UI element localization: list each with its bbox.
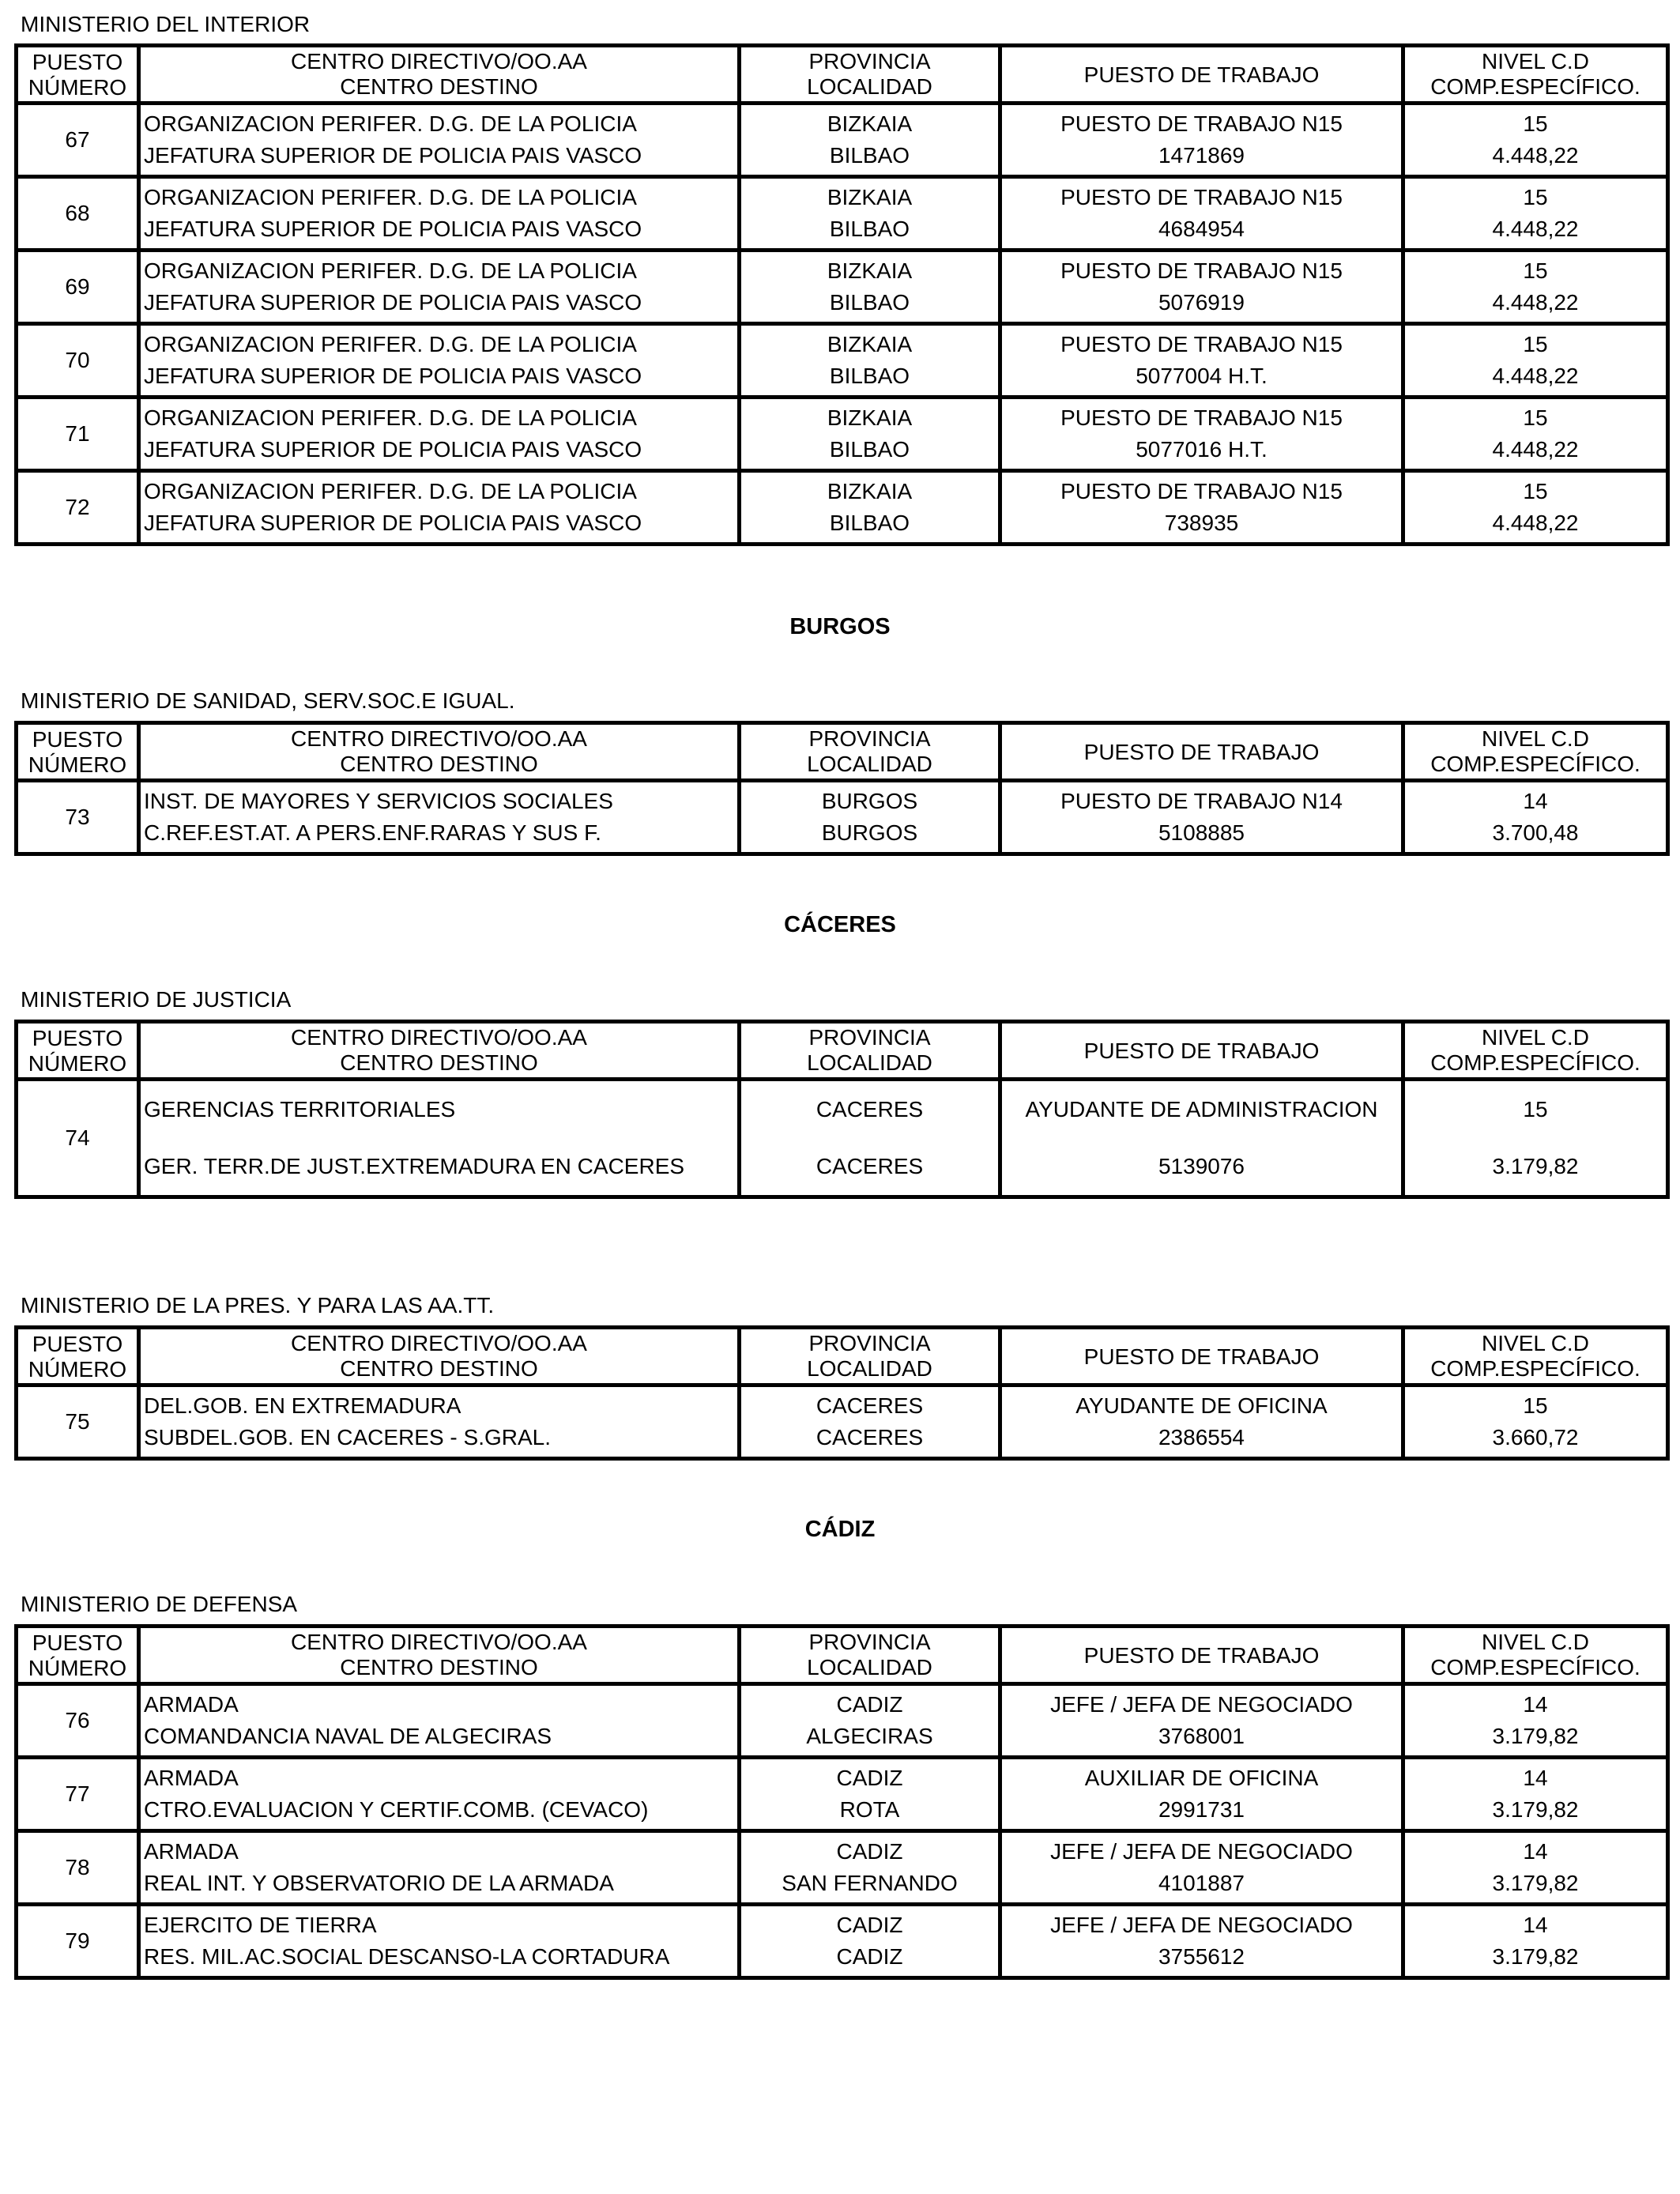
table-row	[17, 213, 1668, 251]
comp-especifico: 4.448,22	[1403, 507, 1668, 545]
header-destino: CENTRO DESTINO	[139, 1356, 740, 1385]
header-localidad: LOCALIDAD	[740, 1050, 1000, 1080]
header-provincia: PROVINCIA	[740, 1627, 1000, 1656]
table-row	[17, 1422, 1668, 1459]
puesto-codigo: 5139076	[1000, 1138, 1403, 1197]
comp-especifico: 4.448,22	[1403, 140, 1668, 177]
nivel-cd: 15	[1403, 1080, 1668, 1139]
header-puesto: PUESTO DE TRABAJO	[1000, 1022, 1403, 1080]
puesto-trabajo: PUESTO DE TRABAJO N15	[1000, 104, 1403, 141]
localidad: BILBAO	[740, 140, 1000, 177]
centro-destino: CTRO.EVALUACION Y CERTIF.COMB. (CEVACO)	[139, 1794, 740, 1831]
puesto-number: 71	[17, 398, 139, 471]
nivel-cd: 14	[1403, 1905, 1668, 1942]
header-centro: CENTRO DIRECTIVO/OO.AA	[139, 1022, 740, 1051]
localidad: CADIZ	[740, 1941, 1000, 1978]
provincia: BIZKAIA	[740, 398, 1000, 435]
puesto-trabajo: PUESTO DE TRABAJO N15	[1000, 177, 1403, 214]
header-comp: COMP.ESPECÍFICO.	[1403, 74, 1668, 104]
header-provincia: PROVINCIA	[740, 1328, 1000, 1357]
header-num-line1: PUESTO	[32, 727, 123, 752]
provincia: BIZKAIA	[740, 324, 1000, 361]
puesto-number: 68	[17, 177, 139, 251]
table-row	[17, 1868, 1668, 1905]
positions-table	[14, 1624, 1670, 1980]
comp-especifico: 3.660,72	[1403, 1422, 1668, 1459]
centro-destino: REAL INT. Y OBSERVATORIO DE LA ARMADA	[139, 1868, 740, 1905]
comp-especifico: 4.448,22	[1403, 434, 1668, 471]
header-centro: CENTRO DIRECTIVO/OO.AA	[139, 46, 740, 75]
localidad: BILBAO	[740, 287, 1000, 324]
puesto-trabajo: PUESTO DE TRABAJO N15	[1000, 471, 1403, 508]
table-row	[17, 360, 1668, 398]
positions-table	[14, 721, 1670, 856]
puesto-trabajo: PUESTO DE TRABAJO N15	[1000, 324, 1403, 361]
nivel-cd: 15	[1403, 471, 1668, 508]
centro-destino: JEFATURA SUPERIOR DE POLICIA PAIS VASCO	[139, 287, 740, 324]
positions-table	[14, 43, 1670, 546]
localidad: CACERES	[740, 1138, 1000, 1197]
nivel-cd: 15	[1403, 177, 1668, 214]
header-destino: CENTRO DESTINO	[139, 752, 740, 781]
province-heading: CÁDIZ	[804, 1517, 876, 1542]
header-puesto: PUESTO DE TRABAJO	[1000, 46, 1403, 104]
header-num-line2: NÚMERO	[28, 1051, 127, 1076]
puesto-codigo: 4101887	[1000, 1868, 1403, 1905]
header-comp: COMP.ESPECÍFICO.	[1403, 1050, 1668, 1080]
centro-directivo: INST. DE MAYORES Y SERVICIOS SOCIALES	[139, 781, 740, 818]
header-num	[17, 723, 139, 781]
header-row	[17, 1655, 1668, 1684]
header-nivel: NIVEL C.D	[1403, 1328, 1668, 1357]
puesto-codigo: 1471869	[1000, 140, 1403, 177]
header-puesto: PUESTO DE TRABAJO	[1000, 1328, 1403, 1385]
header-destino: CENTRO DESTINO	[139, 74, 740, 104]
header-row	[17, 1022, 1668, 1051]
header-num-line1: PUESTO	[32, 1332, 123, 1356]
header-provincia: PROVINCIA	[740, 46, 1000, 75]
table-row	[17, 1684, 1668, 1721]
table-row	[17, 1831, 1668, 1868]
centro-directivo: ORGANIZACION PERIFER. D.G. DE LA POLICIA	[139, 251, 740, 288]
table-row	[17, 434, 1668, 471]
header-localidad: LOCALIDAD	[740, 1356, 1000, 1385]
table-row	[17, 177, 1668, 214]
provincia: BIZKAIA	[740, 251, 1000, 288]
comp-especifico: 4.448,22	[1403, 213, 1668, 251]
header-localidad: LOCALIDAD	[740, 74, 1000, 104]
header-row	[17, 1050, 1668, 1080]
header-centro: CENTRO DIRECTIVO/OO.AA	[139, 1627, 740, 1656]
header-row	[17, 46, 1668, 75]
header-nivel: NIVEL C.D	[1403, 723, 1668, 752]
header-num	[17, 1022, 139, 1080]
puesto-trabajo: PUESTO DE TRABAJO N15	[1000, 398, 1403, 435]
nivel-cd: 15	[1403, 251, 1668, 288]
localidad: ALGECIRAS	[740, 1721, 1000, 1758]
centro-directivo: ORGANIZACION PERIFER. D.G. DE LA POLICIA	[139, 104, 740, 141]
localidad: BILBAO	[740, 507, 1000, 545]
centro-destino: JEFATURA SUPERIOR DE POLICIA PAIS VASCO	[139, 360, 740, 398]
header-nivel: NIVEL C.D	[1403, 46, 1668, 75]
table-row	[17, 1138, 1668, 1197]
puesto-number: 70	[17, 324, 139, 398]
comp-especifico: 3.179,82	[1403, 1721, 1668, 1758]
table-row	[17, 1385, 1668, 1423]
nivel-cd: 15	[1403, 398, 1668, 435]
comp-especifico: 3.179,82	[1403, 1138, 1668, 1197]
ministry-title: MINISTERIO DE LA PRES. Y PARA LAS AA.TT.	[21, 1293, 495, 1318]
table-row	[17, 140, 1668, 177]
puesto-number: 72	[17, 471, 139, 545]
nivel-cd: 15	[1403, 324, 1668, 361]
centro-destino: COMANDANCIA NAVAL DE ALGECIRAS	[139, 1721, 740, 1758]
centro-directivo: ORGANIZACION PERIFER. D.G. DE LA POLICIA	[139, 324, 740, 361]
centro-destino: GER. TERR.DE JUST.EXTREMADURA EN CACERES	[139, 1138, 740, 1197]
puesto-trabajo: JEFE / JEFA DE NEGOCIADO	[1000, 1905, 1403, 1942]
provincia: CADIZ	[740, 1758, 1000, 1795]
puesto-number: 78	[17, 1831, 139, 1905]
header-num-line2: NÚMERO	[28, 75, 127, 100]
centro-directivo: ARMADA	[139, 1684, 740, 1721]
provincia: CACERES	[740, 1385, 1000, 1423]
centro-directivo: ORGANIZACION PERIFER. D.G. DE LA POLICIA	[139, 471, 740, 508]
localidad: BILBAO	[740, 213, 1000, 251]
centro-destino: SUBDEL.GOB. EN CACERES - S.GRAL.	[139, 1422, 740, 1459]
header-comp: COMP.ESPECÍFICO.	[1403, 752, 1668, 781]
provincia: CADIZ	[740, 1684, 1000, 1721]
centro-directivo: DEL.GOB. EN EXTREMADURA	[139, 1385, 740, 1423]
header-num	[17, 1328, 139, 1385]
header-localidad: LOCALIDAD	[740, 1655, 1000, 1684]
puesto-codigo: 3755612	[1000, 1941, 1403, 1978]
puesto-number: 74	[17, 1080, 139, 1197]
comp-especifico: 4.448,22	[1403, 287, 1668, 324]
puesto-trabajo: JEFE / JEFA DE NEGOCIADO	[1000, 1831, 1403, 1868]
centro-directivo: EJERCITO DE TIERRA	[139, 1905, 740, 1942]
header-puesto: PUESTO DE TRABAJO	[1000, 1627, 1403, 1684]
header-num-line1: PUESTO	[32, 1026, 123, 1050]
provincia: CADIZ	[740, 1831, 1000, 1868]
header-nivel: NIVEL C.D	[1403, 1627, 1668, 1656]
centro-directivo: GERENCIAS TERRITORIALES	[139, 1080, 740, 1139]
header-provincia: PROVINCIA	[740, 723, 1000, 752]
nivel-cd: 15	[1403, 1385, 1668, 1423]
localidad: ROTA	[740, 1794, 1000, 1831]
comp-especifico: 3.179,82	[1403, 1941, 1668, 1978]
puesto-trabajo: PUESTO DE TRABAJO N14	[1000, 781, 1403, 818]
nivel-cd: 14	[1403, 1758, 1668, 1795]
header-localidad: LOCALIDAD	[740, 752, 1000, 781]
header-puesto: PUESTO DE TRABAJO	[1000, 723, 1403, 781]
table-row	[17, 1794, 1668, 1831]
centro-directivo: ARMADA	[139, 1758, 740, 1795]
table-row	[17, 324, 1668, 361]
table-row	[17, 817, 1668, 854]
header-comp: COMP.ESPECÍFICO.	[1403, 1655, 1668, 1684]
header-centro: CENTRO DIRECTIVO/OO.AA	[139, 723, 740, 752]
table-row	[17, 471, 1668, 508]
centro-destino: C.REF.EST.AT. A PERS.ENF.RARAS Y SUS F.	[139, 817, 740, 854]
puesto-number: 67	[17, 104, 139, 177]
nivel-cd: 15	[1403, 104, 1668, 141]
centro-directivo: ORGANIZACION PERIFER. D.G. DE LA POLICIA	[139, 177, 740, 214]
table-row	[17, 1941, 1668, 1978]
puesto-codigo: 5077004 H.T.	[1000, 360, 1403, 398]
ministry-title: MINISTERIO DEL INTERIOR	[21, 12, 311, 36]
comp-especifico: 3.179,82	[1403, 1868, 1668, 1905]
puesto-trabajo: JEFE / JEFA DE NEGOCIADO	[1000, 1684, 1403, 1721]
puesto-number: 79	[17, 1905, 139, 1978]
header-centro: CENTRO DIRECTIVO/OO.AA	[139, 1328, 740, 1357]
table-row	[17, 104, 1668, 141]
header-num-line2: NÚMERO	[28, 1656, 127, 1680]
comp-especifico: 3.700,48	[1403, 817, 1668, 854]
header-provincia: PROVINCIA	[740, 1022, 1000, 1051]
nivel-cd: 14	[1403, 1684, 1668, 1721]
table-row	[17, 398, 1668, 435]
puesto-codigo: 2386554	[1000, 1422, 1403, 1459]
ministry-title: MINISTERIO DE SANIDAD, SERV.SOC.E IGUAL.	[21, 688, 515, 713]
positions-table	[14, 1020, 1670, 1199]
puesto-number: 76	[17, 1684, 139, 1758]
table-row	[17, 507, 1668, 545]
header-destino: CENTRO DESTINO	[139, 1050, 740, 1080]
header-destino: CENTRO DESTINO	[139, 1655, 740, 1684]
puesto-codigo: 5077016 H.T.	[1000, 434, 1403, 471]
localidad: BURGOS	[740, 817, 1000, 854]
puesto-trabajo: AUXILIAR DE OFICINA	[1000, 1758, 1403, 1795]
puesto-number: 77	[17, 1758, 139, 1831]
header-num-line2: NÚMERO	[28, 1357, 127, 1382]
centro-directivo: ARMADA	[139, 1831, 740, 1868]
header-comp: COMP.ESPECÍFICO.	[1403, 1356, 1668, 1385]
puesto-codigo: 5108885	[1000, 817, 1403, 854]
puesto-trabajo: PUESTO DE TRABAJO N15	[1000, 251, 1403, 288]
centro-destino: JEFATURA SUPERIOR DE POLICIA PAIS VASCO	[139, 507, 740, 545]
header-num-line1: PUESTO	[32, 1630, 123, 1655]
centro-destino: RES. MIL.AC.SOCIAL DESCANSO-LA CORTADURA	[139, 1941, 740, 1978]
puesto-trabajo: AYUDANTE DE OFICINA	[1000, 1385, 1403, 1423]
comp-especifico: 3.179,82	[1403, 1794, 1668, 1831]
ministry-title: MINISTERIO DE DEFENSA	[21, 1592, 298, 1616]
header-row	[17, 1328, 1668, 1357]
nivel-cd: 14	[1403, 1831, 1668, 1868]
header-num-line1: PUESTO	[32, 50, 123, 74]
provincia: BIZKAIA	[740, 104, 1000, 141]
header-row	[17, 1356, 1668, 1385]
provincia: BIZKAIA	[740, 177, 1000, 214]
puesto-codigo: 4684954	[1000, 213, 1403, 251]
centro-destino: JEFATURA SUPERIOR DE POLICIA PAIS VASCO	[139, 213, 740, 251]
positions-table	[14, 1325, 1670, 1461]
province-heading: BURGOS	[789, 614, 891, 639]
table-row	[17, 1080, 1668, 1139]
province-heading: CÁCERES	[784, 912, 896, 937]
puesto-number: 69	[17, 251, 139, 324]
provincia: CACERES	[740, 1080, 1000, 1139]
header-row	[17, 1627, 1668, 1656]
provincia: BURGOS	[740, 781, 1000, 818]
nivel-cd: 14	[1403, 781, 1668, 818]
puesto-number: 75	[17, 1385, 139, 1459]
header-row	[17, 752, 1668, 781]
puesto-codigo: 3768001	[1000, 1721, 1403, 1758]
centro-destino: JEFATURA SUPERIOR DE POLICIA PAIS VASCO	[139, 434, 740, 471]
table-row	[17, 1721, 1668, 1758]
table-row	[17, 1905, 1668, 1942]
comp-especifico: 4.448,22	[1403, 360, 1668, 398]
provincia: BIZKAIA	[740, 471, 1000, 508]
puesto-trabajo: AYUDANTE DE ADMINISTRACION	[1000, 1080, 1403, 1139]
localidad: SAN FERNANDO	[740, 1868, 1000, 1905]
puesto-number: 73	[17, 781, 139, 854]
table-row	[17, 1758, 1668, 1795]
table-row	[17, 781, 1668, 818]
puesto-codigo: 738935	[1000, 507, 1403, 545]
puesto-codigo: 5076919	[1000, 287, 1403, 324]
header-row	[17, 723, 1668, 752]
header-nivel: NIVEL C.D	[1403, 1022, 1668, 1051]
ministry-title: MINISTERIO DE JUSTICIA	[21, 987, 292, 1012]
centro-directivo: ORGANIZACION PERIFER. D.G. DE LA POLICIA	[139, 398, 740, 435]
localidad: CACERES	[740, 1422, 1000, 1459]
puesto-codigo: 2991731	[1000, 1794, 1403, 1831]
localidad: BILBAO	[740, 434, 1000, 471]
centro-destino: JEFATURA SUPERIOR DE POLICIA PAIS VASCO	[139, 140, 740, 177]
header-row	[17, 74, 1668, 104]
header-num	[17, 1627, 139, 1684]
table-row	[17, 287, 1668, 324]
header-num	[17, 46, 139, 104]
table-row	[17, 251, 1668, 288]
header-num-line2: NÚMERO	[28, 752, 127, 777]
localidad: BILBAO	[740, 360, 1000, 398]
provincia: CADIZ	[740, 1905, 1000, 1942]
